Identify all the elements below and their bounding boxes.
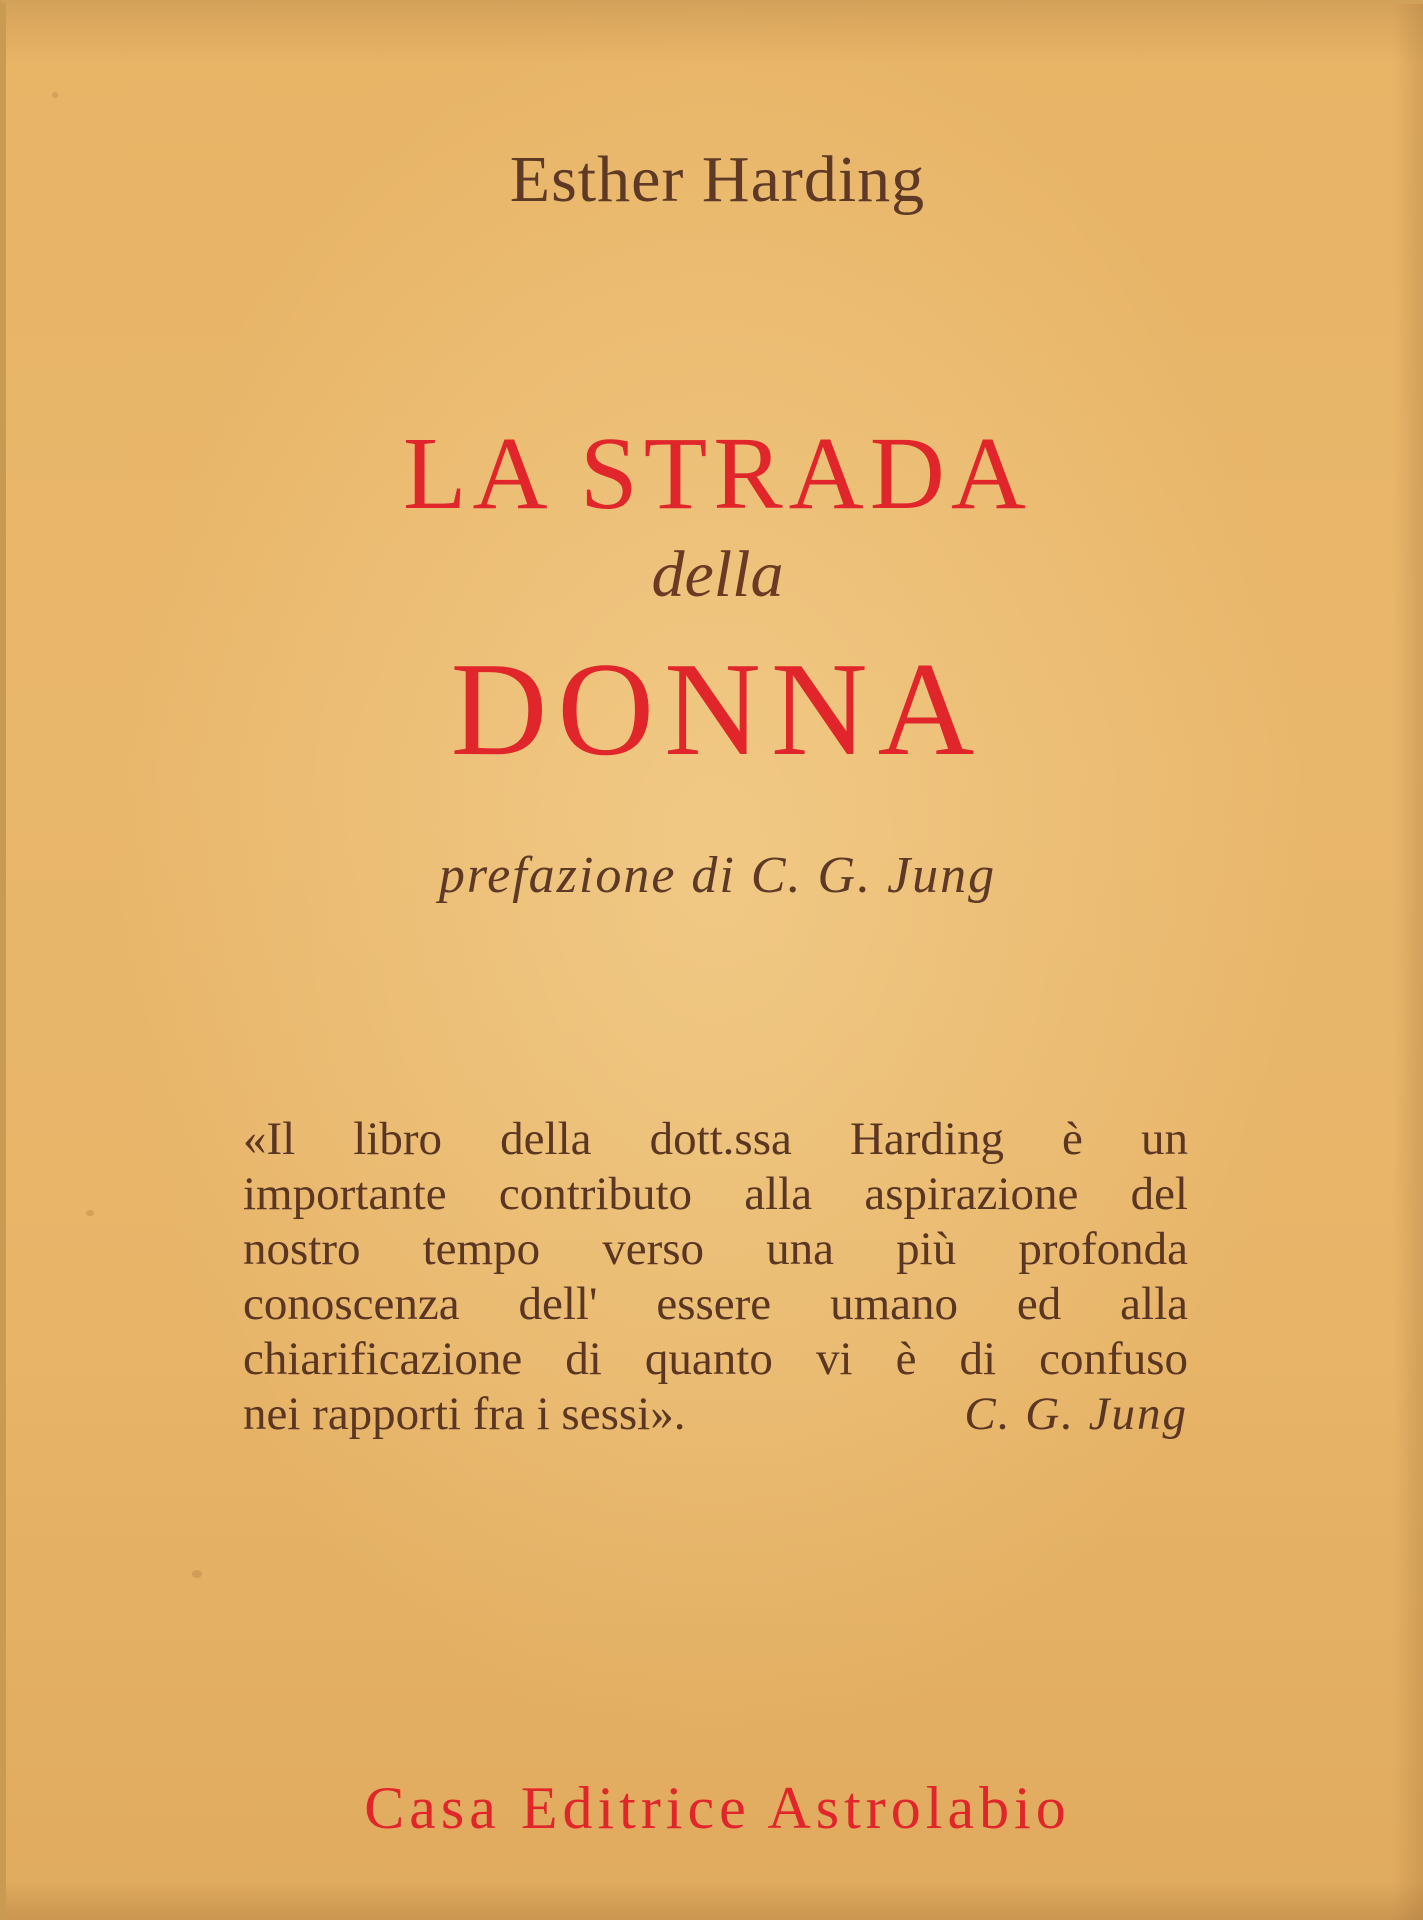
cover-edge-wear-bottom xyxy=(6,1880,1423,1920)
back-quote xyxy=(243,1112,1188,1442)
title-subject: DONNA xyxy=(450,635,985,783)
quote-line: conoscenza dell' essere umano ed alla xyxy=(243,1278,1188,1330)
quote-line: nostro tempo verso una più profonda xyxy=(243,1223,1188,1275)
title-connector: della xyxy=(651,538,784,611)
quote-last-line xyxy=(243,1387,1188,1442)
preface-credit: prefazione di C. G. Jung xyxy=(438,847,997,904)
quote-line: chiarificazione di quanto vi è di confuso xyxy=(243,1333,1188,1385)
paper-stain xyxy=(86,1210,94,1216)
publisher-name: Casa Editrice Astrolabio xyxy=(364,1775,1071,1841)
quote-line: «Il libro della dott.ssa Harding è un xyxy=(243,1113,1188,1165)
cover-edge-wear-right xyxy=(1393,4,1423,1920)
title-main: LA STRADA xyxy=(403,416,1032,531)
quote-line-end: nei rapporti fra i sessi». xyxy=(243,1388,686,1440)
paper-stain xyxy=(192,1570,202,1578)
author-name: Esther Harding xyxy=(509,143,926,216)
quote-line: importante contributo alla aspirazione del xyxy=(243,1168,1188,1220)
paper-stain xyxy=(52,92,58,98)
cover-edge-wear-top xyxy=(6,4,1423,64)
quote-attribution: C. G. Jung xyxy=(964,1388,1188,1440)
